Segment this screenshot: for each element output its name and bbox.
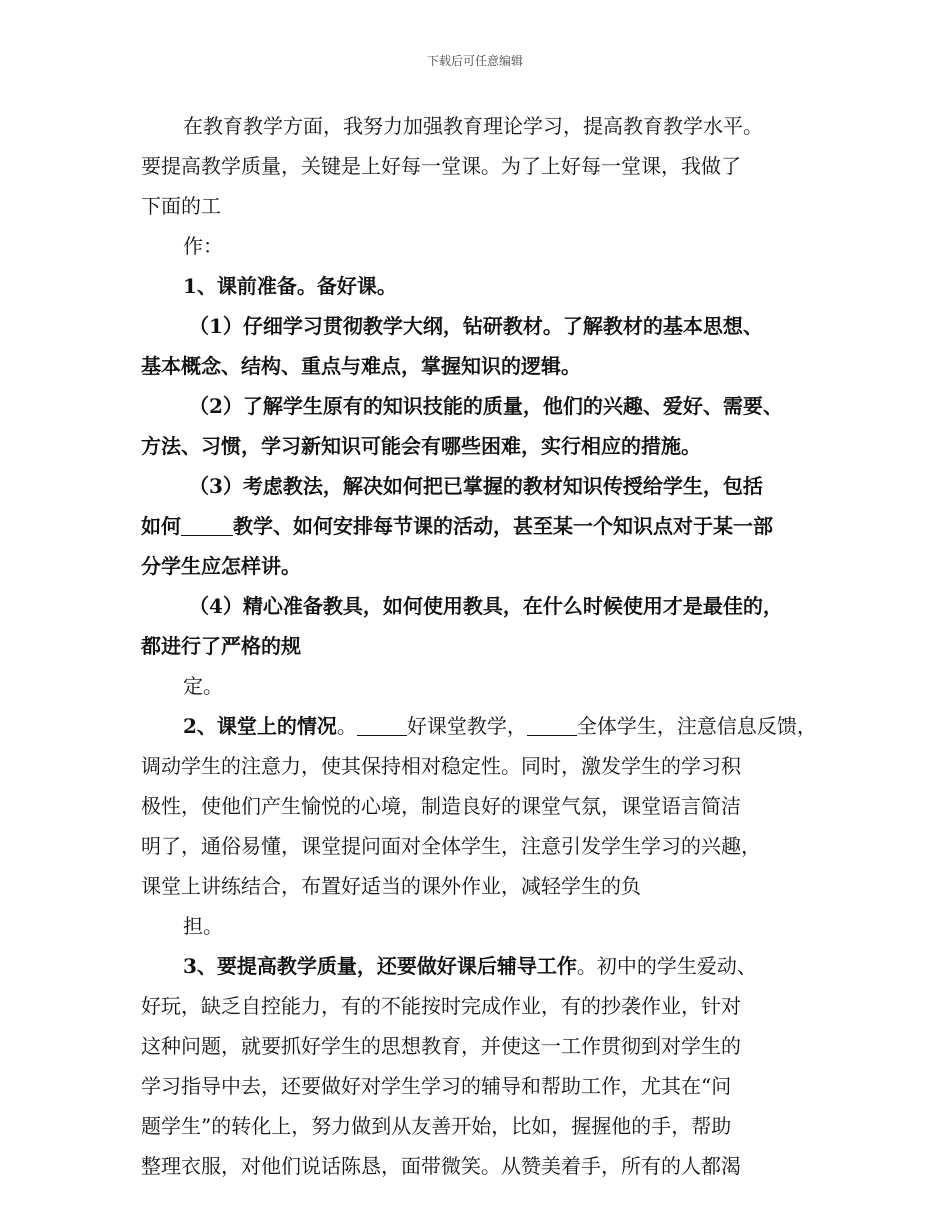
paragraph-line: （1）仔细学习贯彻教学大纲，钻研教材。了解教材的基本思想、 (189, 314, 763, 338)
paragraph-line: （2）了解学生原有的知识技能的质量，他们的兴趣、爱好、需要、 (189, 394, 783, 418)
text-run: 。 (336, 714, 357, 738)
fill-in-blank (357, 713, 407, 736)
paragraph-line: 好玩，缺乏自控能力，有的不能按时完成作业，有的抄袭作业，针对 (141, 994, 741, 1018)
paragraph-line: 方法、习惯，学习新知识可能会有哪些困难，实行相应的措施。 (141, 434, 701, 458)
paragraph-line: 极性，使他们产生愉悦的心境，制造良好的课堂气氛，课堂语言简洁 (141, 794, 741, 818)
text-run: 教学、如何安排每节课的活动，甚至某一个知识点对于某一部 (233, 514, 773, 538)
paragraph-line: 学习指导中去，还要做好对学生学习的辅导和帮助工作，尤其在“问 (141, 1074, 732, 1098)
paragraph-line: 下面的工 (141, 194, 221, 218)
text-run: 好课堂教学， (406, 714, 527, 738)
page-header: 下载后可任意编辑 (426, 54, 523, 68)
paragraph-line: 在教育教学方面，我努力加强教育理论学习，提高教育教学水平。 (183, 114, 763, 138)
paragraph-line: 明了，通俗易懂，课堂提问面对全体学生，注意引发学生学习的兴趣， (141, 834, 761, 858)
section-heading: 1、课前准备。备好课。 (183, 274, 397, 298)
paragraph-line: 调动学生的注意力，使其保持相对稳定性。同时，激发学生的学习积 (141, 754, 741, 778)
paragraph-line: 这种问题，就要抓好学生的思想教育，并使这一工作贯彻到对学生的 (141, 1034, 741, 1058)
paragraph-line (141, 946, 821, 986)
section-heading: 2、课堂上的情况 (183, 714, 337, 738)
paragraph-line: 作： (183, 234, 223, 258)
paragraph-line (141, 706, 821, 746)
paragraph-line: 课堂上讲练结合，布置好适当的课外作业，减轻学生的负 (141, 874, 641, 898)
fill-in-blank (527, 713, 577, 736)
paragraph-line: 题学生”的转化上，努力做到从友善开始，比如，握握他的手，帮助 (141, 1114, 732, 1138)
paragraph-line: （4）精心准备教具，如何使用教具，在什么时候使用才是最佳的， (189, 594, 783, 618)
paragraph-line: （3）考虑教法，解决如何把已掌握的教材知识传授给学生，包括 (189, 474, 763, 498)
paragraph-line: 都进行了严格的规 (141, 634, 301, 658)
paragraph-line: 担。 (183, 914, 223, 938)
paragraph-line: 要提高教学质量，关键是上好每一堂课。为了上好每一堂课，我做了 (141, 154, 741, 178)
document-body (141, 106, 821, 1186)
paragraph-line: 分学生应怎样讲。 (141, 554, 301, 578)
paragraph-line: 基本概念、结构、重点与难点，掌握知识的逻辑。 (141, 354, 581, 378)
text-run: 全体学生，注意信息反馈， (576, 714, 817, 738)
section-heading: 3、要提高教学质量，还要做好课后辅导工作 (183, 954, 577, 978)
fill-in-blank (181, 513, 233, 536)
text-run: 如何 (141, 514, 181, 538)
paragraph-line: 定。 (183, 674, 223, 698)
paragraph-line: 整理衣服，对他们说话陈恳，面带微笑。从赞美着手，所有的人都渴 (141, 1154, 741, 1178)
text-run: 。初中的学生爱动、 (576, 954, 757, 978)
paragraph-line (141, 506, 821, 546)
